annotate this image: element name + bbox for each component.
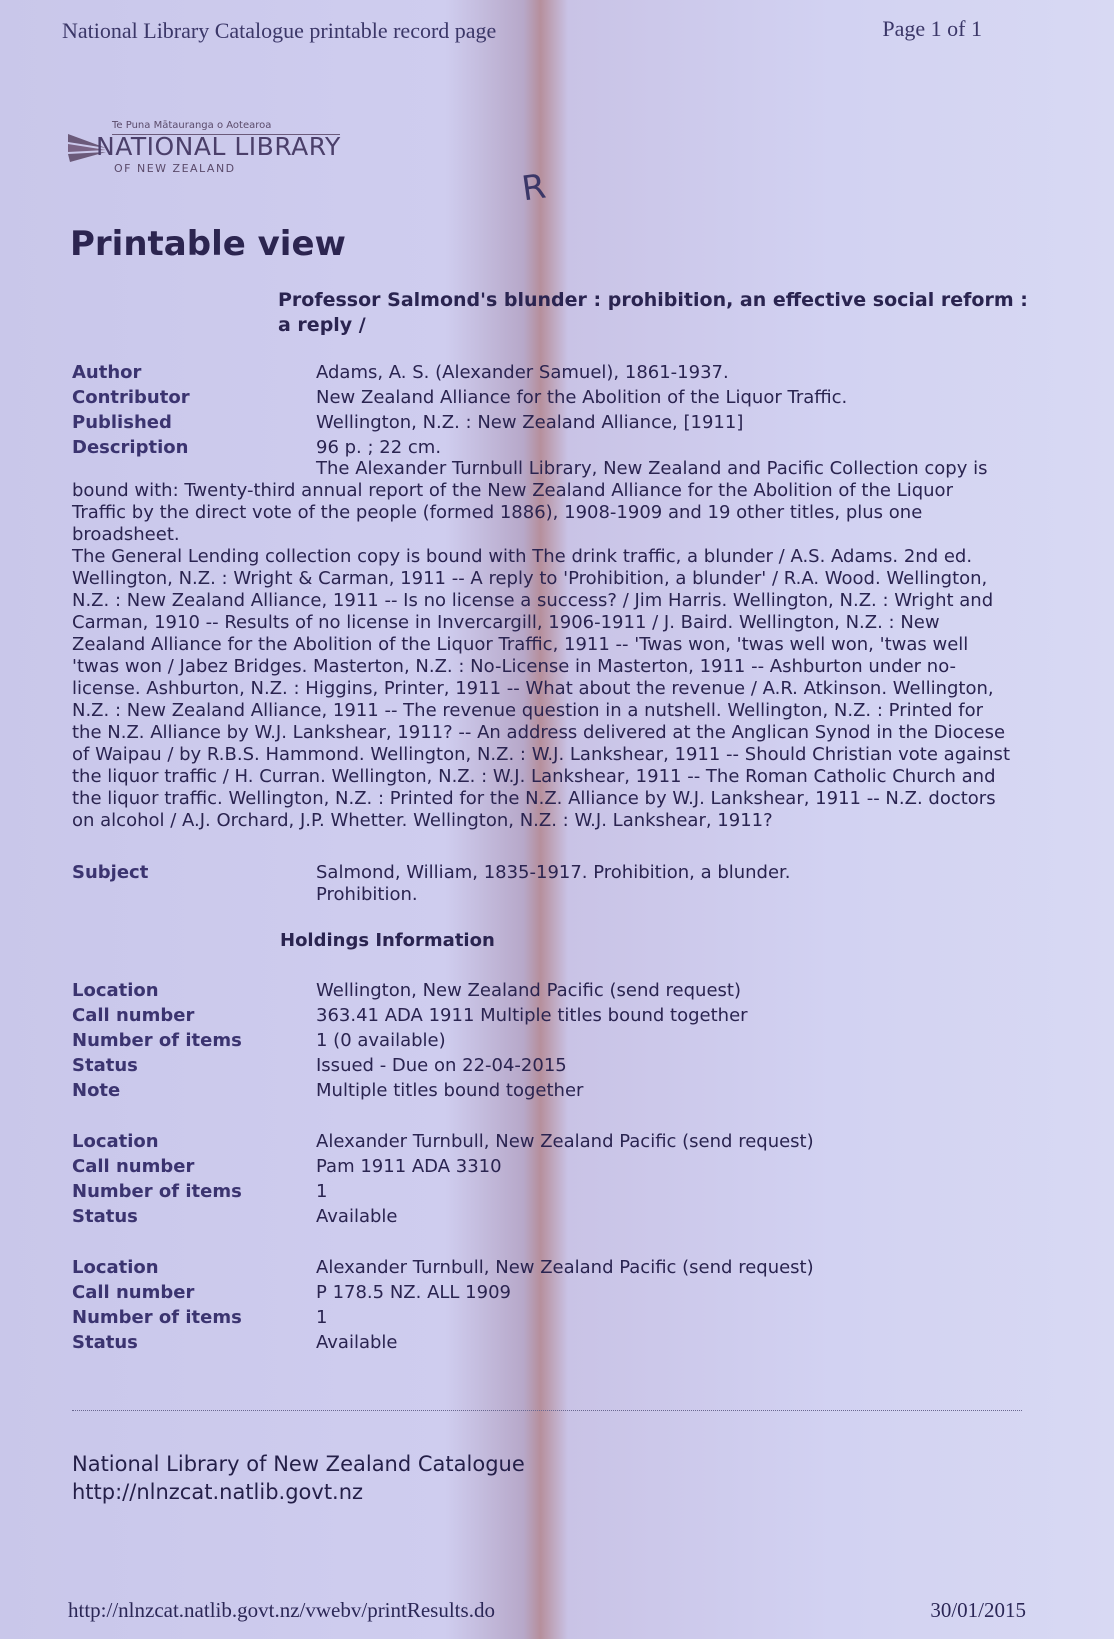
print-footer-url: http://nlnzcat.natlib.govt.nz/vwebv/printResults.do: [68, 1598, 495, 1622]
contributor-value: New Zealand Alliance for the Abolition of the Liquor Traffic.: [316, 387, 848, 408]
location-label: Location: [72, 1257, 159, 1278]
status-value: Available: [316, 1332, 398, 1353]
print-header-page: Page 1 of 1: [882, 16, 982, 41]
call-number-label: Call number: [72, 1156, 195, 1177]
status-label: Status: [72, 1055, 138, 1076]
location-value[interactable]: Wellington, New Zealand Pacific (send request): [316, 980, 741, 1001]
author-label: Author: [72, 362, 142, 383]
subject-value: Salmond, William, 1835-1917. Prohibition, a blunder.: [316, 862, 791, 883]
page-title: Printable view: [70, 224, 346, 264]
footer-catalogue-link[interactable]: http://nlnzcat.natlib.govt.nz: [72, 1480, 364, 1504]
status-value: Issued - Due on 22-04-2015: [316, 1055, 567, 1076]
description-note: The General Lending collection copy is bound with The drink traffic, a blunder / A.S. Adams. 2nd ed. Wellington, N.Z. : Wright & Carman, 1911 -- A reply to 'Prohibition, a blunder' / R.A. Wood. Wellington, N.Z. : New Zealand Alliance, 1911 -- Is no license a success? / Jim Harris. Wellington, N.Z. : Wright and Carman, 1910 -- Results of no license in Invercargill, 1906-1911 / J. Baird. Wellington, N.Z. : New Zealand Alliance for the Abolition of the Liquor Traffic, 1911 -- 'Twas won, 'twas well won, 'twas well 'twas won / Jabez Bridges. Masterton, N.Z. : No-License in Masterton, 1911 -- Ashburton under no-license. Ashburton, N.Z. : Higgins, Printer, 1911 -- What about the revenue / A.R. Atkinson. Wellington, N.Z. : New Zealand Alliance, 1911 -- The revenue question in a nutshell. Wellington, N.Z. : Printed for the N.Z. Alliance by W.J. Lankshear, 1911? -- An address delivered at the Anglican Synod in the Diocese of Waipau / by R.B.S. Hammond. Wellington, N.Z. : W.J. Lankshear, 1911 -- Should Christian vote against the liquor traffic / H. Curran. Wellington, N.Z. : W.J. Lankshear, 1911 -- The Roman Catholic Church and the liquor traffic. Wellington, N.Z. : Printed for the N.Z. Alliance by W.J. Lankshear, 1911 -- N.Z. doctors on alcohol / A.J. Orchard, J.P. Whetter. Wellington, N.Z. : W.J. Lankshear, 1911?: [72, 546, 1010, 831]
published-label: Published: [72, 412, 172, 433]
logo-name: NATIONAL LIBRARY: [96, 132, 341, 161]
status-label: Status: [72, 1332, 138, 1353]
handwritten-mark: R: [519, 166, 549, 210]
library-logo: [66, 120, 366, 180]
description-notes: [72, 458, 1012, 832]
published-value: Wellington, N.Z. : New Zealand Alliance, [1911]: [316, 412, 744, 433]
record-title: Professor Salmond's blunder : prohibition, an effective social reform : a reply /: [278, 289, 1028, 336]
status-label: Status: [72, 1206, 138, 1227]
location-value[interactable]: Alexander Turnbull, New Zealand Pacific (send request): [316, 1131, 814, 1152]
items-value: 1: [316, 1307, 328, 1328]
items-label: Number of items: [72, 1030, 242, 1051]
description-note: The Alexander Turnbull Library, New Zealand and Pacific Collection copy is bound with: Twenty-third annual report of the New Zealand Alliance for the Abolition of the Liquor Traffic by the direct vote of the people (formed 1886), 1908-1909 and 19 other titles, plus one broadsheet.: [72, 458, 988, 545]
call-number-value: 363.41 ADA 1911 Multiple titles bound together: [316, 1005, 748, 1026]
logo-country: OF NEW ZEALAND: [114, 162, 236, 175]
location-label: Location: [72, 1131, 159, 1152]
note-label: Note: [72, 1080, 121, 1101]
call-number-label: Call number: [72, 1282, 195, 1303]
subject-label: Subject: [72, 862, 149, 883]
logo-subtitle: Te Puna Mātauranga o Aotearoa: [112, 120, 272, 131]
subject-value: Prohibition.: [316, 884, 418, 905]
location-value[interactable]: Alexander Turnbull, New Zealand Pacific (send request): [316, 1257, 814, 1278]
call-number-value: P 178.5 NZ. ALL 1909: [316, 1282, 511, 1303]
items-value: 1 (0 available): [316, 1030, 446, 1051]
location-label: Location: [72, 980, 159, 1001]
note-value: Multiple titles bound together: [316, 1080, 584, 1101]
description-value: 96 p. ; 22 cm.: [316, 437, 442, 458]
print-footer-date: 30/01/2015: [930, 1598, 1026, 1622]
items-value: 1: [316, 1181, 328, 1202]
description-label: Description: [72, 437, 189, 458]
footer-divider: [72, 1410, 1022, 1411]
footer-catalogue-name: National Library of New Zealand Catalogue: [72, 1452, 525, 1476]
status-value: Available: [316, 1206, 398, 1227]
call-number-label: Call number: [72, 1005, 195, 1026]
contributor-label: Contributor: [72, 387, 190, 408]
author-value: Adams, A. S. (Alexander Samuel), 1861-1937.: [316, 362, 729, 383]
print-header-title: National Library Catalogue printable record page: [62, 18, 497, 43]
items-label: Number of items: [72, 1181, 242, 1202]
call-number-value: Pam 1911 ADA 3310: [316, 1156, 502, 1177]
holdings-heading: Holdings Information: [280, 930, 495, 951]
items-label: Number of items: [72, 1307, 242, 1328]
